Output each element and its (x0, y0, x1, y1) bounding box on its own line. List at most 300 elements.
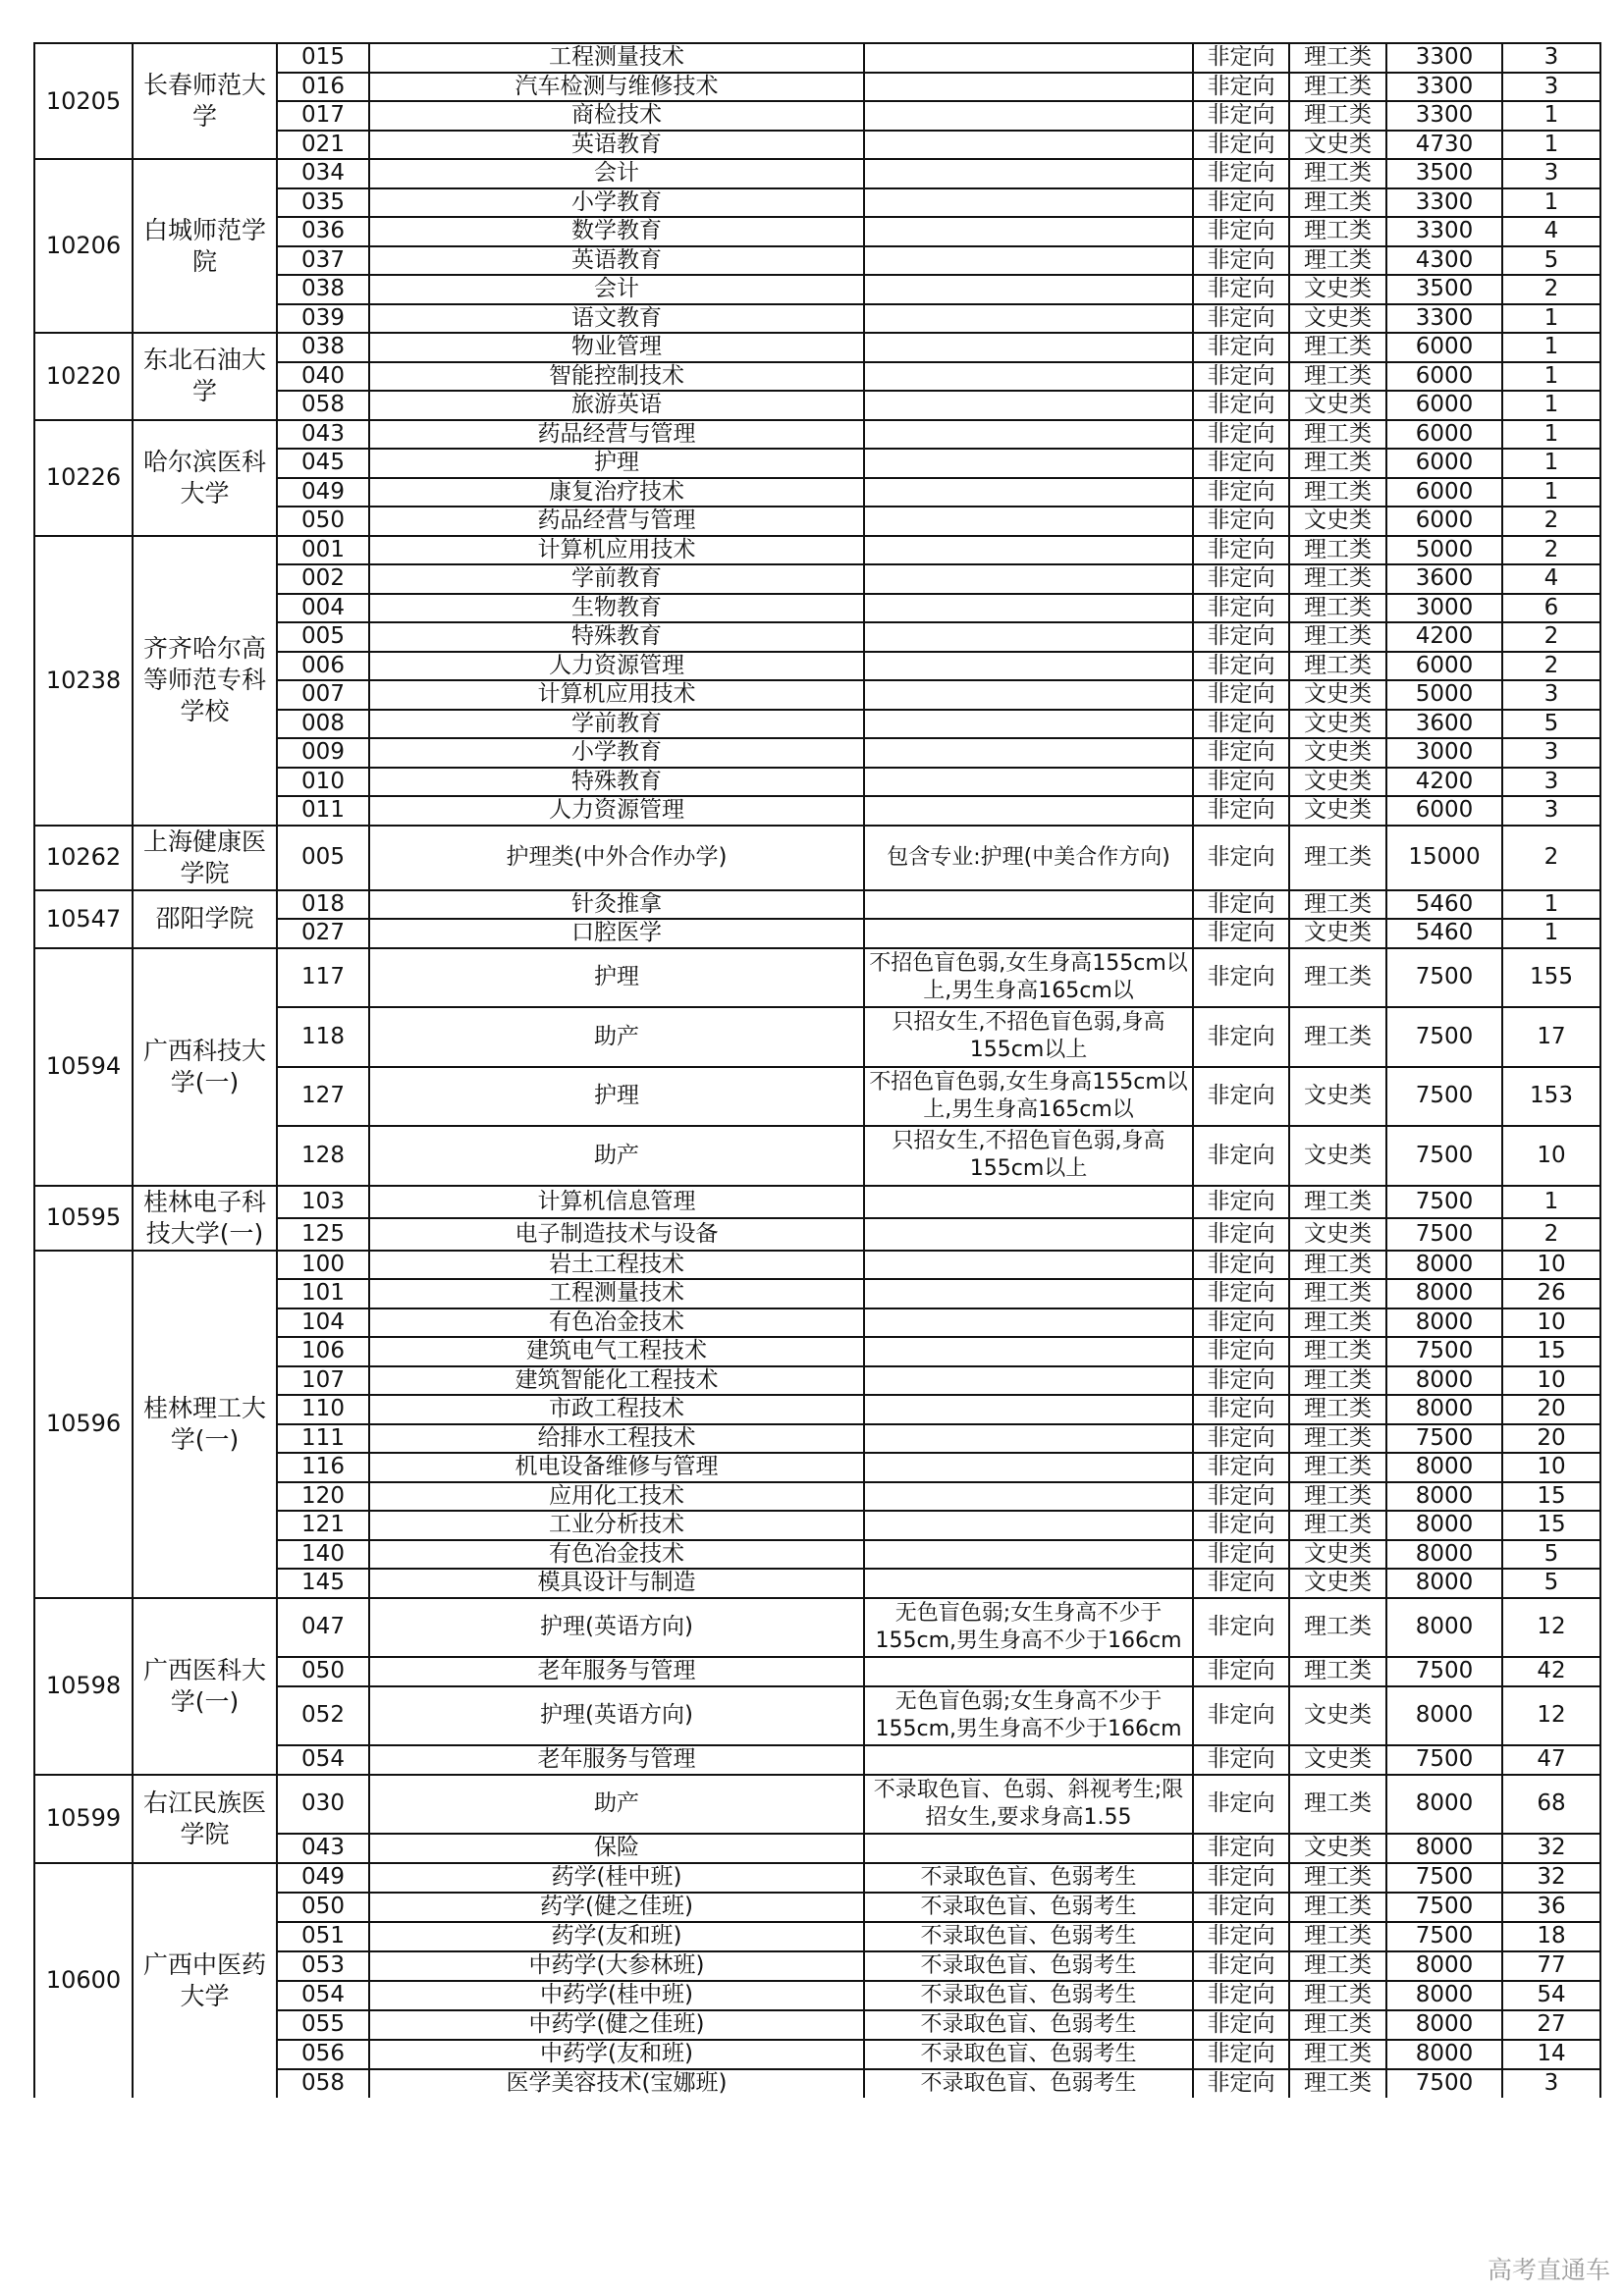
tuition-fee-cell: 6000 (1386, 449, 1502, 478)
major-code-cell: 036 (277, 217, 369, 246)
major-name-cell: 市政工程技术 (369, 1395, 864, 1424)
note-cell (864, 594, 1193, 623)
plan-count-cell: 20 (1502, 1424, 1600, 1454)
plan-count-cell: 32 (1502, 1863, 1600, 1893)
major-code-cell: 140 (277, 1540, 369, 1570)
major-code-cell: 052 (277, 1686, 369, 1746)
note-cell (864, 1540, 1193, 1570)
plan-count-cell: 12 (1502, 1598, 1600, 1658)
major-name-cell: 建筑电气工程技术 (369, 1337, 864, 1366)
note-cell (864, 1511, 1193, 1540)
direction-cell: 非定向 (1193, 2040, 1289, 2069)
note-cell: 不录取色盲、色弱考生 (864, 2040, 1193, 2069)
direction-cell: 非定向 (1193, 43, 1289, 73)
tuition-fee-cell: 3300 (1386, 188, 1502, 218)
note-cell (864, 43, 1193, 73)
major-code-cell: 058 (277, 391, 369, 420)
direction-cell: 非定向 (1193, 73, 1289, 102)
tuition-fee-cell: 6000 (1386, 362, 1502, 392)
category-cell: 理工类 (1289, 2010, 1386, 2040)
major-code-cell: 011 (277, 796, 369, 826)
direction-cell: 非定向 (1193, 1218, 1289, 1251)
tuition-fee-cell: 7500 (1386, 1863, 1502, 1893)
major-name-cell: 智能控制技术 (369, 362, 864, 392)
plan-count-cell: 1 (1502, 362, 1600, 392)
plan-count-cell: 1 (1502, 420, 1600, 450)
tuition-fee-cell: 3500 (1386, 275, 1502, 304)
direction-cell: 非定向 (1193, 1775, 1289, 1835)
category-cell: 文史类 (1289, 710, 1386, 739)
tuition-fee-cell: 7500 (1386, 1007, 1502, 1067)
major-name-cell: 康复治疗技术 (369, 478, 864, 507)
tuition-fee-cell: 7500 (1386, 1337, 1502, 1366)
category-cell: 理工类 (1289, 1657, 1386, 1686)
direction-cell: 非定向 (1193, 738, 1289, 768)
major-code-cell: 040 (277, 362, 369, 392)
plan-count-cell: 36 (1502, 1893, 1600, 1922)
direction-cell: 非定向 (1193, 536, 1289, 565)
plan-count-cell: 1 (1502, 131, 1600, 160)
tuition-fee-cell: 8000 (1386, 1569, 1502, 1598)
note-cell: 不录取色盲、色弱考生 (864, 1893, 1193, 1922)
major-name-cell: 会计 (369, 159, 864, 188)
major-code-cell: 008 (277, 710, 369, 739)
plan-count-cell: 153 (1502, 1067, 1600, 1127)
note-cell (864, 1218, 1193, 1251)
note-cell (864, 1834, 1193, 1863)
plan-count-cell: 1 (1502, 333, 1600, 362)
category-cell: 理工类 (1289, 1308, 1386, 1338)
plan-count-cell: 10 (1502, 1126, 1600, 1186)
table-row (34, 43, 1600, 73)
direction-cell: 非定向 (1193, 362, 1289, 392)
plan-count-cell: 10 (1502, 1453, 1600, 1482)
institution-code-cell: 10596 (34, 1251, 133, 1598)
plan-count-cell: 2 (1502, 652, 1600, 681)
major-code-cell: 106 (277, 1337, 369, 1366)
table-row (34, 159, 1600, 188)
tuition-fee-cell: 3000 (1386, 594, 1502, 623)
direction-cell: 非定向 (1193, 796, 1289, 826)
tuition-fee-cell: 5000 (1386, 536, 1502, 565)
category-cell: 文史类 (1289, 680, 1386, 710)
category-cell: 理工类 (1289, 1424, 1386, 1454)
category-cell: 文史类 (1289, 1834, 1386, 1863)
plan-count-cell: 3 (1502, 159, 1600, 188)
category-cell: 理工类 (1289, 1922, 1386, 1951)
tuition-fee-cell: 8000 (1386, 1366, 1502, 1396)
direction-cell: 非定向 (1193, 101, 1289, 131)
major-name-cell: 中药学(友和班) (369, 2040, 864, 2069)
note-cell (864, 420, 1193, 450)
major-code-cell: 049 (277, 478, 369, 507)
tuition-fee-cell: 6000 (1386, 796, 1502, 826)
institution-code-cell: 10238 (34, 536, 133, 826)
plan-count-cell: 3 (1502, 680, 1600, 710)
major-code-cell: 038 (277, 275, 369, 304)
note-cell (864, 217, 1193, 246)
direction-cell: 非定向 (1193, 478, 1289, 507)
major-code-cell: 030 (277, 1775, 369, 1835)
category-cell: 理工类 (1289, 43, 1386, 73)
major-name-cell: 有色冶金技术 (369, 1308, 864, 1338)
major-code-cell: 125 (277, 1218, 369, 1251)
major-code-cell: 039 (277, 304, 369, 334)
direction-cell: 非定向 (1193, 1598, 1289, 1658)
plan-count-cell: 17 (1502, 1007, 1600, 1067)
plan-count-cell: 68 (1502, 1775, 1600, 1835)
note-cell: 只招女生,不招色盲色弱,身高155cm以上 (864, 1126, 1193, 1186)
plan-count-cell: 3 (1502, 738, 1600, 768)
major-code-cell: 007 (277, 680, 369, 710)
note-cell (864, 333, 1193, 362)
tuition-fee-cell: 8000 (1386, 1511, 1502, 1540)
direction-cell: 非定向 (1193, 1569, 1289, 1598)
major-name-cell: 药品经营与管理 (369, 420, 864, 450)
category-cell: 理工类 (1289, 1775, 1386, 1835)
major-name-cell: 人力资源管理 (369, 796, 864, 826)
category-cell: 理工类 (1289, 622, 1386, 652)
major-code-cell: 004 (277, 594, 369, 623)
note-cell (864, 73, 1193, 102)
note-cell (864, 890, 1193, 920)
direction-cell: 非定向 (1193, 1922, 1289, 1951)
major-name-cell: 口腔医学 (369, 919, 864, 948)
category-cell: 理工类 (1289, 1251, 1386, 1280)
plan-count-cell: 10 (1502, 1308, 1600, 1338)
tuition-fee-cell: 8000 (1386, 1395, 1502, 1424)
major-name-cell: 药学(桂中班) (369, 1863, 864, 1893)
direction-cell: 非定向 (1193, 1482, 1289, 1512)
category-cell: 理工类 (1289, 478, 1386, 507)
plan-count-cell: 10 (1502, 1366, 1600, 1396)
major-code-cell: 101 (277, 1279, 369, 1308)
tuition-fee-cell: 7500 (1386, 948, 1502, 1008)
major-name-cell: 药学(友和班) (369, 1922, 864, 1951)
plan-count-cell: 77 (1502, 1951, 1600, 1981)
plan-count-cell: 5 (1502, 1540, 1600, 1570)
major-name-cell: 针灸推拿 (369, 890, 864, 920)
note-cell (864, 1308, 1193, 1338)
note-cell (864, 1366, 1193, 1396)
note-cell (864, 1745, 1193, 1775)
major-name-cell: 机电设备维修与管理 (369, 1453, 864, 1482)
plan-count-cell: 1 (1502, 391, 1600, 420)
note-cell (864, 1453, 1193, 1482)
category-cell: 文史类 (1289, 796, 1386, 826)
tuition-fee-cell: 8000 (1386, 1251, 1502, 1280)
direction-cell: 非定向 (1193, 2010, 1289, 2040)
major-code-cell: 018 (277, 890, 369, 920)
major-name-cell: 护理(英语方向) (369, 1598, 864, 1658)
note-cell: 不招色盲色弱,女生身高155cm以上,男生身高165cm以 (864, 1067, 1193, 1127)
major-name-cell: 护理 (369, 449, 864, 478)
direction-cell: 非定向 (1193, 1981, 1289, 2010)
plan-count-cell: 2 (1502, 507, 1600, 536)
major-code-cell: 001 (277, 536, 369, 565)
plan-count-cell: 32 (1502, 1834, 1600, 1863)
note-cell: 不录取色盲、色弱考生 (864, 1951, 1193, 1981)
plan-count-cell: 3 (1502, 2069, 1600, 2098)
major-code-cell: 050 (277, 1893, 369, 1922)
category-cell: 文史类 (1289, 1745, 1386, 1775)
institution-name-cell: 东北石油大学 (133, 333, 277, 420)
table-row (34, 536, 1600, 565)
category-cell: 理工类 (1289, 1366, 1386, 1396)
major-name-cell: 药学(健之佳班) (369, 1893, 864, 1922)
note-cell (864, 188, 1193, 218)
institution-name-cell: 广西科技大学(一) (133, 948, 277, 1186)
direction-cell: 非定向 (1193, 333, 1289, 362)
plan-count-cell: 1 (1502, 919, 1600, 948)
major-name-cell: 学前教育 (369, 710, 864, 739)
tuition-fee-cell: 8000 (1386, 1686, 1502, 1746)
plan-count-cell: 3 (1502, 796, 1600, 826)
major-code-cell: 121 (277, 1511, 369, 1540)
direction-cell: 非定向 (1193, 2069, 1289, 2098)
major-code-cell: 127 (277, 1067, 369, 1127)
major-name-cell: 生物教育 (369, 594, 864, 623)
category-cell: 理工类 (1289, 890, 1386, 920)
tuition-fee-cell: 8000 (1386, 1540, 1502, 1570)
plan-count-cell: 1 (1502, 449, 1600, 478)
note-cell: 不录取色盲、色弱、斜视考生;限招女生,要求身高1.55 (864, 1775, 1193, 1835)
major-name-cell: 助产 (369, 1126, 864, 1186)
tuition-fee-cell: 7500 (1386, 1424, 1502, 1454)
tuition-fee-cell: 6000 (1386, 420, 1502, 450)
category-cell: 文史类 (1289, 919, 1386, 948)
table-body (34, 43, 1600, 2098)
institution-code-cell: 10595 (34, 1186, 133, 1251)
major-code-cell: 116 (277, 1453, 369, 1482)
tuition-fee-cell: 7500 (1386, 2069, 1502, 2098)
note-cell (864, 536, 1193, 565)
direction-cell: 非定向 (1193, 1007, 1289, 1067)
major-code-cell: 050 (277, 1657, 369, 1686)
direction-cell: 非定向 (1193, 275, 1289, 304)
category-cell: 理工类 (1289, 1863, 1386, 1893)
major-name-cell: 工程测量技术 (369, 1279, 864, 1308)
category-cell: 文史类 (1289, 738, 1386, 768)
major-name-cell: 计算机应用技术 (369, 536, 864, 565)
tuition-fee-cell: 7500 (1386, 1657, 1502, 1686)
major-code-cell: 117 (277, 948, 369, 1008)
institution-name-cell: 哈尔滨医科大学 (133, 420, 277, 536)
institution-code-cell: 10599 (34, 1775, 133, 1863)
major-name-cell: 护理 (369, 1067, 864, 1127)
direction-cell: 非定向 (1193, 159, 1289, 188)
plan-count-cell: 15 (1502, 1482, 1600, 1512)
major-name-cell: 工业分析技术 (369, 1511, 864, 1540)
category-cell: 文史类 (1289, 1686, 1386, 1746)
note-cell (864, 131, 1193, 160)
note-cell (864, 919, 1193, 948)
institution-code-cell: 10598 (34, 1598, 133, 1775)
plan-count-cell: 2 (1502, 1218, 1600, 1251)
category-cell: 理工类 (1289, 948, 1386, 1008)
tuition-fee-cell: 3600 (1386, 710, 1502, 739)
tuition-fee-cell: 4200 (1386, 622, 1502, 652)
major-code-cell: 118 (277, 1007, 369, 1067)
major-code-cell: 016 (277, 73, 369, 102)
plan-count-cell: 2 (1502, 536, 1600, 565)
institution-name-cell: 白城师范学院 (133, 159, 277, 333)
major-name-cell: 特殊教育 (369, 768, 864, 797)
major-name-cell: 会计 (369, 275, 864, 304)
direction-cell: 非定向 (1193, 1657, 1289, 1686)
note-cell (864, 738, 1193, 768)
direction-cell: 非定向 (1193, 1337, 1289, 1366)
note-cell: 无色盲色弱;女生身高不少于155cm,男生身高不少于166cm (864, 1686, 1193, 1746)
institution-name-cell: 广西中医药大学 (133, 1863, 277, 2098)
direction-cell: 非定向 (1193, 1893, 1289, 1922)
category-cell: 理工类 (1289, 246, 1386, 276)
tuition-fee-cell: 8000 (1386, 1598, 1502, 1658)
category-cell: 理工类 (1289, 1893, 1386, 1922)
note-cell: 不录取色盲、色弱考生 (864, 1981, 1193, 2010)
category-cell: 理工类 (1289, 1951, 1386, 1981)
institution-name-cell: 桂林电子科技大学(一) (133, 1186, 277, 1251)
major-name-cell: 护理(英语方向) (369, 1686, 864, 1746)
category-cell: 理工类 (1289, 1279, 1386, 1308)
major-name-cell: 物业管理 (369, 333, 864, 362)
category-cell: 理工类 (1289, 449, 1386, 478)
note-cell: 包含专业:护理(中美合作方向) (864, 826, 1193, 890)
institution-code-cell: 10262 (34, 826, 133, 890)
note-cell (864, 564, 1193, 594)
institution-name-cell: 右江民族医学院 (133, 1775, 277, 1863)
direction-cell: 非定向 (1193, 710, 1289, 739)
plan-count-cell: 5 (1502, 710, 1600, 739)
tuition-fee-cell: 6000 (1386, 652, 1502, 681)
direction-cell: 非定向 (1193, 826, 1289, 890)
category-cell: 理工类 (1289, 536, 1386, 565)
major-name-cell: 小学教育 (369, 188, 864, 218)
category-cell: 理工类 (1289, 188, 1386, 218)
table-row (34, 826, 1600, 890)
note-cell (864, 362, 1193, 392)
category-cell: 理工类 (1289, 1511, 1386, 1540)
major-code-cell: 053 (277, 1951, 369, 1981)
major-name-cell: 人力资源管理 (369, 652, 864, 681)
note-cell (864, 101, 1193, 131)
tuition-fee-cell: 8000 (1386, 1981, 1502, 2010)
major-code-cell: 047 (277, 1598, 369, 1658)
direction-cell: 非定向 (1193, 391, 1289, 420)
category-cell: 文史类 (1289, 391, 1386, 420)
major-name-cell: 中药学(桂中班) (369, 1981, 864, 2010)
plan-count-cell: 4 (1502, 564, 1600, 594)
major-code-cell: 009 (277, 738, 369, 768)
note-cell (864, 1279, 1193, 1308)
note-cell (864, 1395, 1193, 1424)
major-code-cell: 054 (277, 1745, 369, 1775)
plan-count-cell: 4 (1502, 217, 1600, 246)
major-code-cell: 120 (277, 1482, 369, 1512)
category-cell: 理工类 (1289, 1007, 1386, 1067)
tuition-fee-cell: 6000 (1386, 333, 1502, 362)
note-cell: 不录取色盲、色弱考生 (864, 2010, 1193, 2040)
category-cell: 文史类 (1289, 131, 1386, 160)
note-cell (864, 449, 1193, 478)
table-row (34, 333, 1600, 362)
major-code-cell: 050 (277, 507, 369, 536)
direction-cell: 非定向 (1193, 1951, 1289, 1981)
tuition-fee-cell: 3300 (1386, 217, 1502, 246)
tuition-fee-cell: 3300 (1386, 304, 1502, 334)
note-cell: 不录取色盲、色弱考生 (864, 1863, 1193, 1893)
major-code-cell: 100 (277, 1251, 369, 1280)
category-cell: 文史类 (1289, 1540, 1386, 1570)
tuition-fee-cell: 5460 (1386, 890, 1502, 920)
major-name-cell: 中药学(大参林班) (369, 1951, 864, 1981)
major-name-cell: 学前教育 (369, 564, 864, 594)
category-cell: 理工类 (1289, 2069, 1386, 2098)
tuition-fee-cell: 5000 (1386, 680, 1502, 710)
direction-cell: 非定向 (1193, 1863, 1289, 1893)
major-code-cell: 045 (277, 449, 369, 478)
direction-cell: 非定向 (1193, 680, 1289, 710)
table-row (34, 1775, 1600, 1835)
plan-count-cell: 2 (1502, 275, 1600, 304)
note-cell (864, 652, 1193, 681)
note-cell (864, 796, 1193, 826)
tuition-fee-cell: 8000 (1386, 1834, 1502, 1863)
direction-cell: 非定向 (1193, 1686, 1289, 1746)
major-code-cell: 006 (277, 652, 369, 681)
note-cell (864, 246, 1193, 276)
direction-cell: 非定向 (1193, 420, 1289, 450)
plan-count-cell: 27 (1502, 2010, 1600, 2040)
institution-name-cell: 广西医科大学(一) (133, 1598, 277, 1775)
plan-count-cell: 3 (1502, 768, 1600, 797)
institution-code-cell: 10205 (34, 43, 133, 159)
direction-cell: 非定向 (1193, 1251, 1289, 1280)
note-cell (864, 768, 1193, 797)
note-cell (864, 1337, 1193, 1366)
plan-count-cell: 12 (1502, 1686, 1600, 1746)
category-cell: 文史类 (1289, 1126, 1386, 1186)
institution-name-cell: 桂林理工大学(一) (133, 1251, 277, 1598)
category-cell: 理工类 (1289, 333, 1386, 362)
category-cell: 理工类 (1289, 652, 1386, 681)
tuition-fee-cell: 6000 (1386, 391, 1502, 420)
major-code-cell: 054 (277, 1981, 369, 2010)
table-row (34, 420, 1600, 450)
plan-count-cell: 1 (1502, 188, 1600, 218)
major-code-cell: 128 (277, 1126, 369, 1186)
institution-code-cell: 10594 (34, 948, 133, 1186)
tuition-fee-cell: 3300 (1386, 101, 1502, 131)
category-cell: 文史类 (1289, 768, 1386, 797)
direction-cell: 非定向 (1193, 1453, 1289, 1482)
tuition-fee-cell: 7500 (1386, 1745, 1502, 1775)
category-cell: 理工类 (1289, 1598, 1386, 1658)
major-name-cell: 有色冶金技术 (369, 1540, 864, 1570)
major-name-cell: 中药学(健之佳班) (369, 2010, 864, 2040)
major-name-cell: 应用化工技术 (369, 1482, 864, 1512)
note-cell (864, 1569, 1193, 1598)
note-cell (864, 710, 1193, 739)
direction-cell: 非定向 (1193, 1366, 1289, 1396)
major-code-cell: 111 (277, 1424, 369, 1454)
major-name-cell: 医学美容技术(宝娜班) (369, 2069, 864, 2098)
direction-cell: 非定向 (1193, 622, 1289, 652)
institution-name-cell: 齐齐哈尔高等师范专科学校 (133, 536, 277, 826)
major-name-cell: 助产 (369, 1775, 864, 1835)
tuition-fee-cell: 4200 (1386, 768, 1502, 797)
tuition-fee-cell: 8000 (1386, 1279, 1502, 1308)
